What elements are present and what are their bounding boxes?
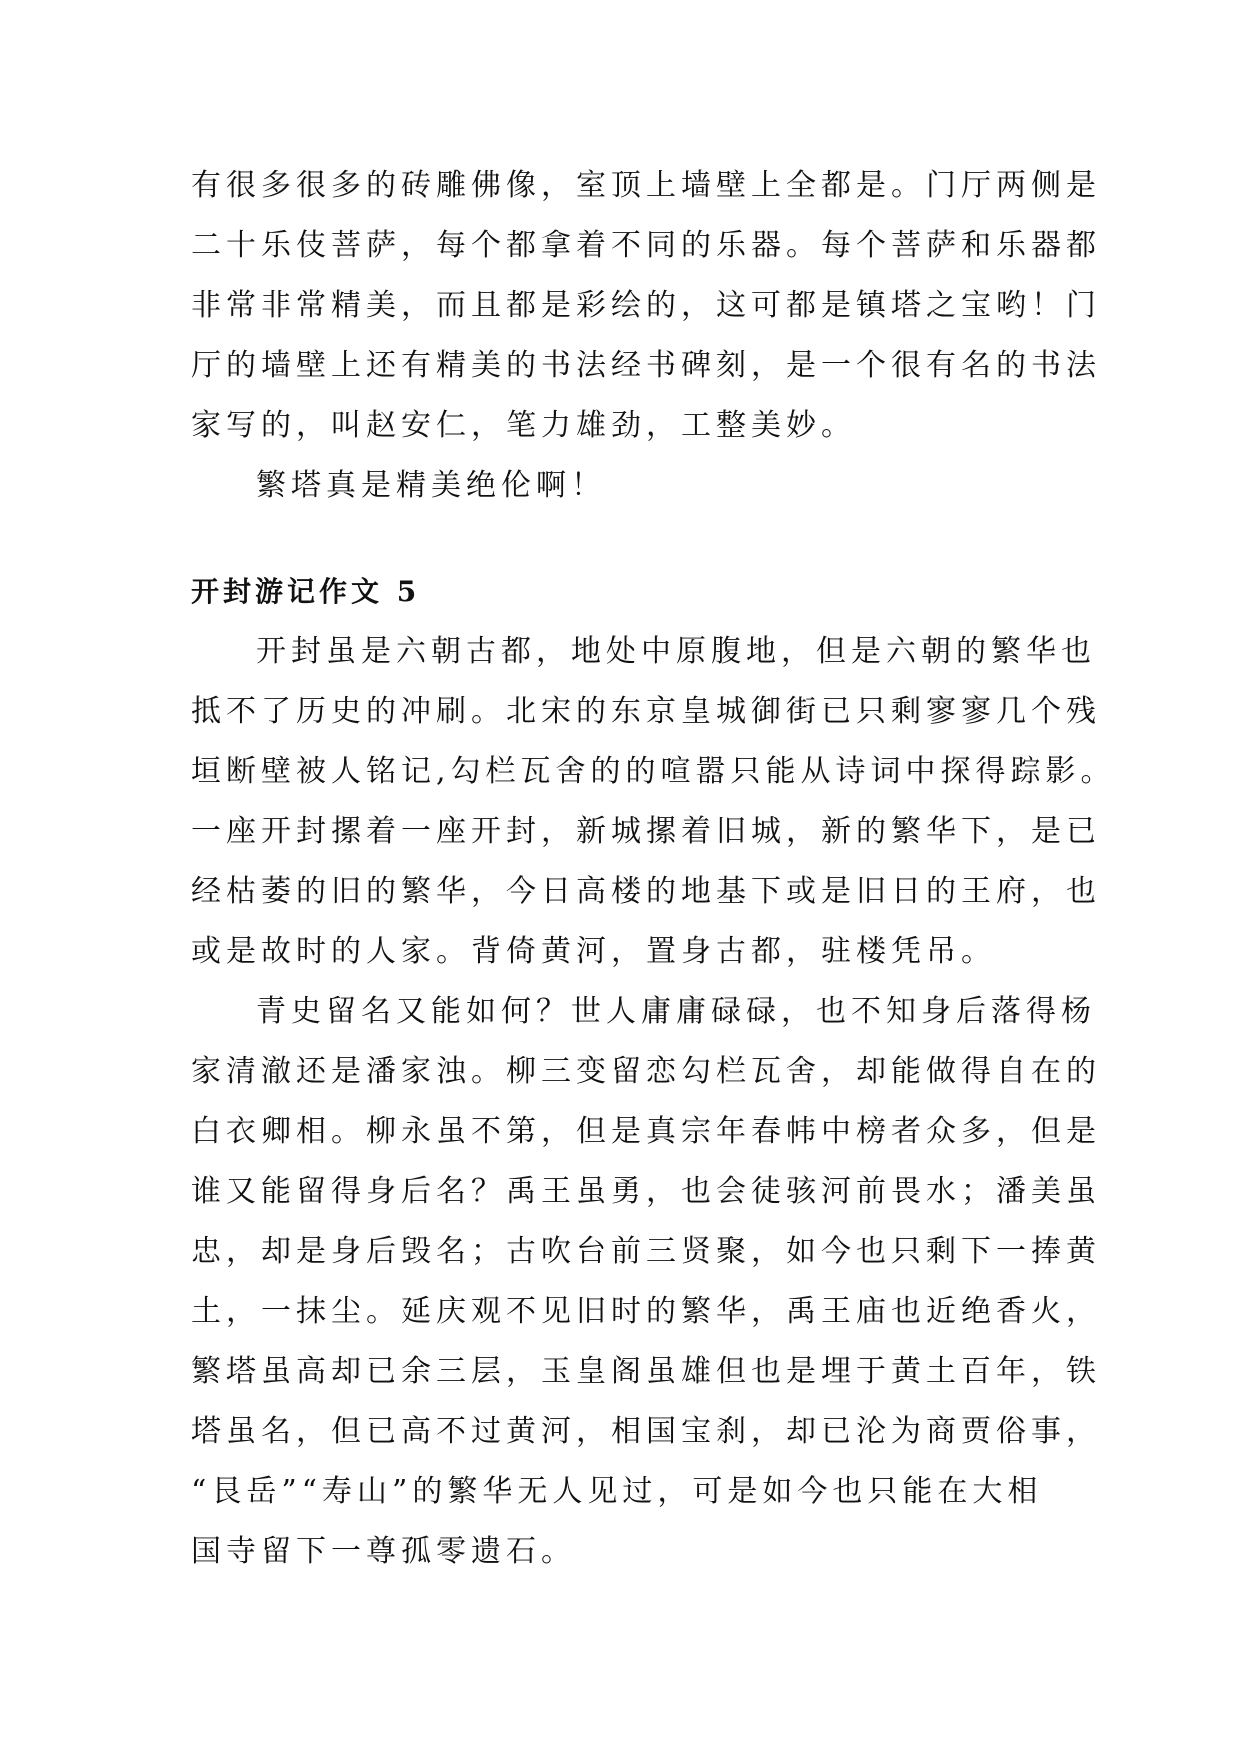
text-line: 忠，却是身后毁名；古吹台前三贤聚，如今也只剩下一捧黄 — [191, 1234, 1101, 1269]
text-line: 白衣卿相。柳永虽不第，但是真宗年春帏中榜者众多，但是 — [191, 1114, 1101, 1149]
text-line: 厅的墙壁上还有精美的书法经书碑刻，是一个很有名的书法 — [191, 348, 1101, 383]
text-line: 开封虽是六朝古都，地处中原腹地，但是六朝的繁华也 — [256, 634, 1096, 669]
text-line: 或是故时的人家。背倚黄河，置身古都，驻楼凭吊。 — [191, 934, 996, 969]
text-line: 家写的，叫赵安仁，笔力雄劲，工整美妙。 — [191, 408, 856, 443]
text-line: 二十乐伎菩萨，每个都拿着不同的乐器。每个菩萨和乐器都 — [191, 228, 1101, 263]
text-line: 谁又能留得身后名？禹王虽勇，也会徒骇河前畏水；潘美虽 — [191, 1174, 1101, 1209]
text-line: 经枯萎的旧的繁华，今日高楼的地基下或是旧日的王府，也 — [191, 874, 1101, 909]
text-line: 青史留名又能如何？世人庸庸碌碌，也不知身后落得杨 — [256, 994, 1096, 1029]
text-line: 垣断壁被人铭记,勾栏瓦舍的的喧嚣只能从诗词中探得踪影。 — [191, 754, 1116, 789]
text-line: 有很多很多的砖雕佛像，室顶上墙壁上全都是。门厅两侧是 — [191, 168, 1101, 203]
text-line: 国寺留下一尊孤零遗石。 — [191, 1534, 576, 1569]
text-line: 抵不了历史的冲刷。北宋的东京皇城御街已只剩寥寥几个残 — [191, 694, 1101, 729]
text-line: “艮岳”“寿山”的繁华无人见过，可是如今也只能在大相 — [191, 1474, 1043, 1509]
closing-line: 繁塔真是精美绝伦啊！ — [256, 468, 606, 503]
text-line: 一座开封摞着一座开封，新城摞着旧城，新的繁华下，是已 — [191, 814, 1101, 849]
text-line: 家清澈还是潘家浊。柳三变留恋勾栏瓦舍，却能做得自在的 — [191, 1054, 1101, 1089]
section-title: 开封游记作文 5 — [191, 575, 421, 608]
text-line: 土，一抹尘。延庆观不见旧时的繁华，禹王庙也近绝香火， — [191, 1294, 1101, 1329]
text-line: 塔虽名，但已高不过黄河，相国宝刹，却已沦为商贾俗事， — [191, 1414, 1101, 1449]
text-line: 繁塔虽高却已余三层，玉皇阁虽雄但也是埋于黄土百年，铁 — [191, 1354, 1101, 1389]
text-line: 非常非常精美，而且都是彩绘的，这可都是镇塔之宝哟！门 — [191, 288, 1101, 323]
